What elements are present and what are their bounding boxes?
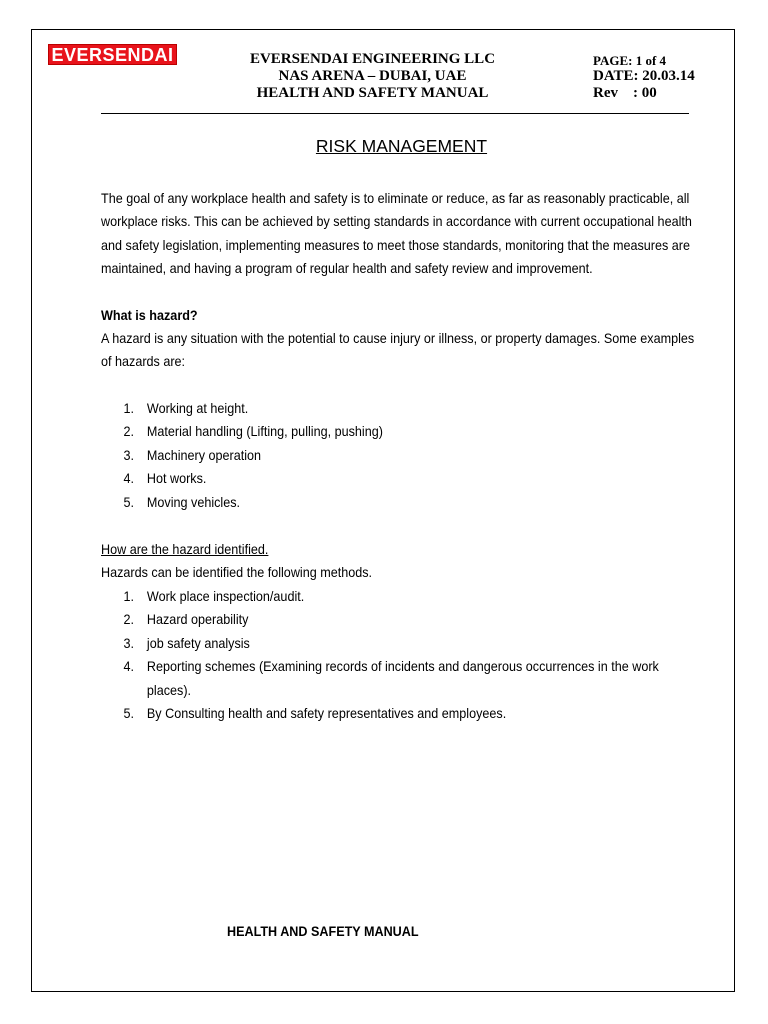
intro-text: The goal of any workplace health and safety is to eliminate or reduce, as far as reasonably practicable, all workplace risks. This can be achieved by setting standards in accordance with current occupational health and safety legislation, implementing measures to meet those standards, monitoring that the measures are maintained, and having a program of regular health and safety review and improvement.: [101, 190, 692, 277]
list-item-number: 3.: [123, 634, 135, 651]
intro-paragraph: [101, 187, 699, 281]
list-item-number: 5.: [123, 493, 135, 510]
header-manual-title: HEALTH AND SAFETY MANUAL: [256, 85, 489, 101]
list-item-number: 3.: [123, 446, 135, 463]
list-item: [101, 585, 669, 608]
list-item-number: 4.: [123, 658, 135, 675]
list-item-number: 2.: [123, 423, 135, 440]
header-revision: Rev : 00: [593, 85, 657, 101]
identify-methods-list: [101, 585, 659, 725]
company-logo: EVERSENDAI: [48, 44, 177, 65]
list-item-number: 5.: [123, 705, 135, 722]
header-location: NAS ARENA – DUBAI, UAE: [278, 68, 467, 84]
list-item-text: Reporting schemes (Examining records of incidents and dangerous occurrences in the work places).: [146, 658, 659, 698]
list-item: [101, 702, 669, 725]
hazard-definition-text: A hazard is any situation with the potential to cause injury or illness, or property damages. Some examples of hazards are:: [101, 330, 695, 370]
identify-heading: How are the hazard identified.: [101, 541, 269, 557]
list-item: [101, 655, 669, 702]
header-date: DATE: 20.03.14: [593, 68, 695, 84]
hazard-heading: What is hazard?: [101, 307, 198, 323]
list-item: [101, 420, 669, 443]
list-item: [101, 444, 669, 467]
hazard-examples-list: [101, 397, 645, 514]
list-item-number: 1.: [123, 400, 135, 416]
list-item-number: 4.: [123, 470, 135, 487]
header-company-name: EVERSENDAI ENGINEERING LLC: [249, 51, 496, 67]
page-footer: HEALTH AND SAFETY MANUAL: [227, 923, 419, 939]
hazard-definition: [101, 327, 699, 374]
list-item: [101, 397, 669, 420]
list-item: [101, 608, 669, 631]
list-item-number: 1.: [123, 588, 135, 604]
list-item-text: Machinery operation: [146, 446, 262, 463]
list-item-text: job safety analysis: [146, 634, 250, 651]
identify-intro: Hazards can be identified the following methods.: [101, 564, 373, 580]
list-item-number: 2.: [123, 611, 135, 628]
list-item-text: By Consulting health and safety representatives and employees.: [146, 705, 507, 722]
list-item: [101, 632, 669, 655]
list-item-text: Hazard operability: [146, 611, 249, 628]
header-page-number: PAGE: 1 of 4: [593, 53, 667, 68]
list-item-text: Hot works.: [146, 470, 207, 487]
document-title: RISK MANAGEMENT: [315, 136, 488, 156]
list-item: [101, 467, 669, 490]
list-item-text: Work place inspection/audit.: [146, 588, 305, 604]
list-item-text: Working at height.: [146, 400, 249, 416]
header-divider: [101, 113, 689, 114]
list-item-text: Material handling (Lifting, pulling, pushing): [146, 423, 383, 440]
list-item: [101, 491, 669, 514]
list-item-text: Moving vehicles.: [146, 493, 241, 510]
